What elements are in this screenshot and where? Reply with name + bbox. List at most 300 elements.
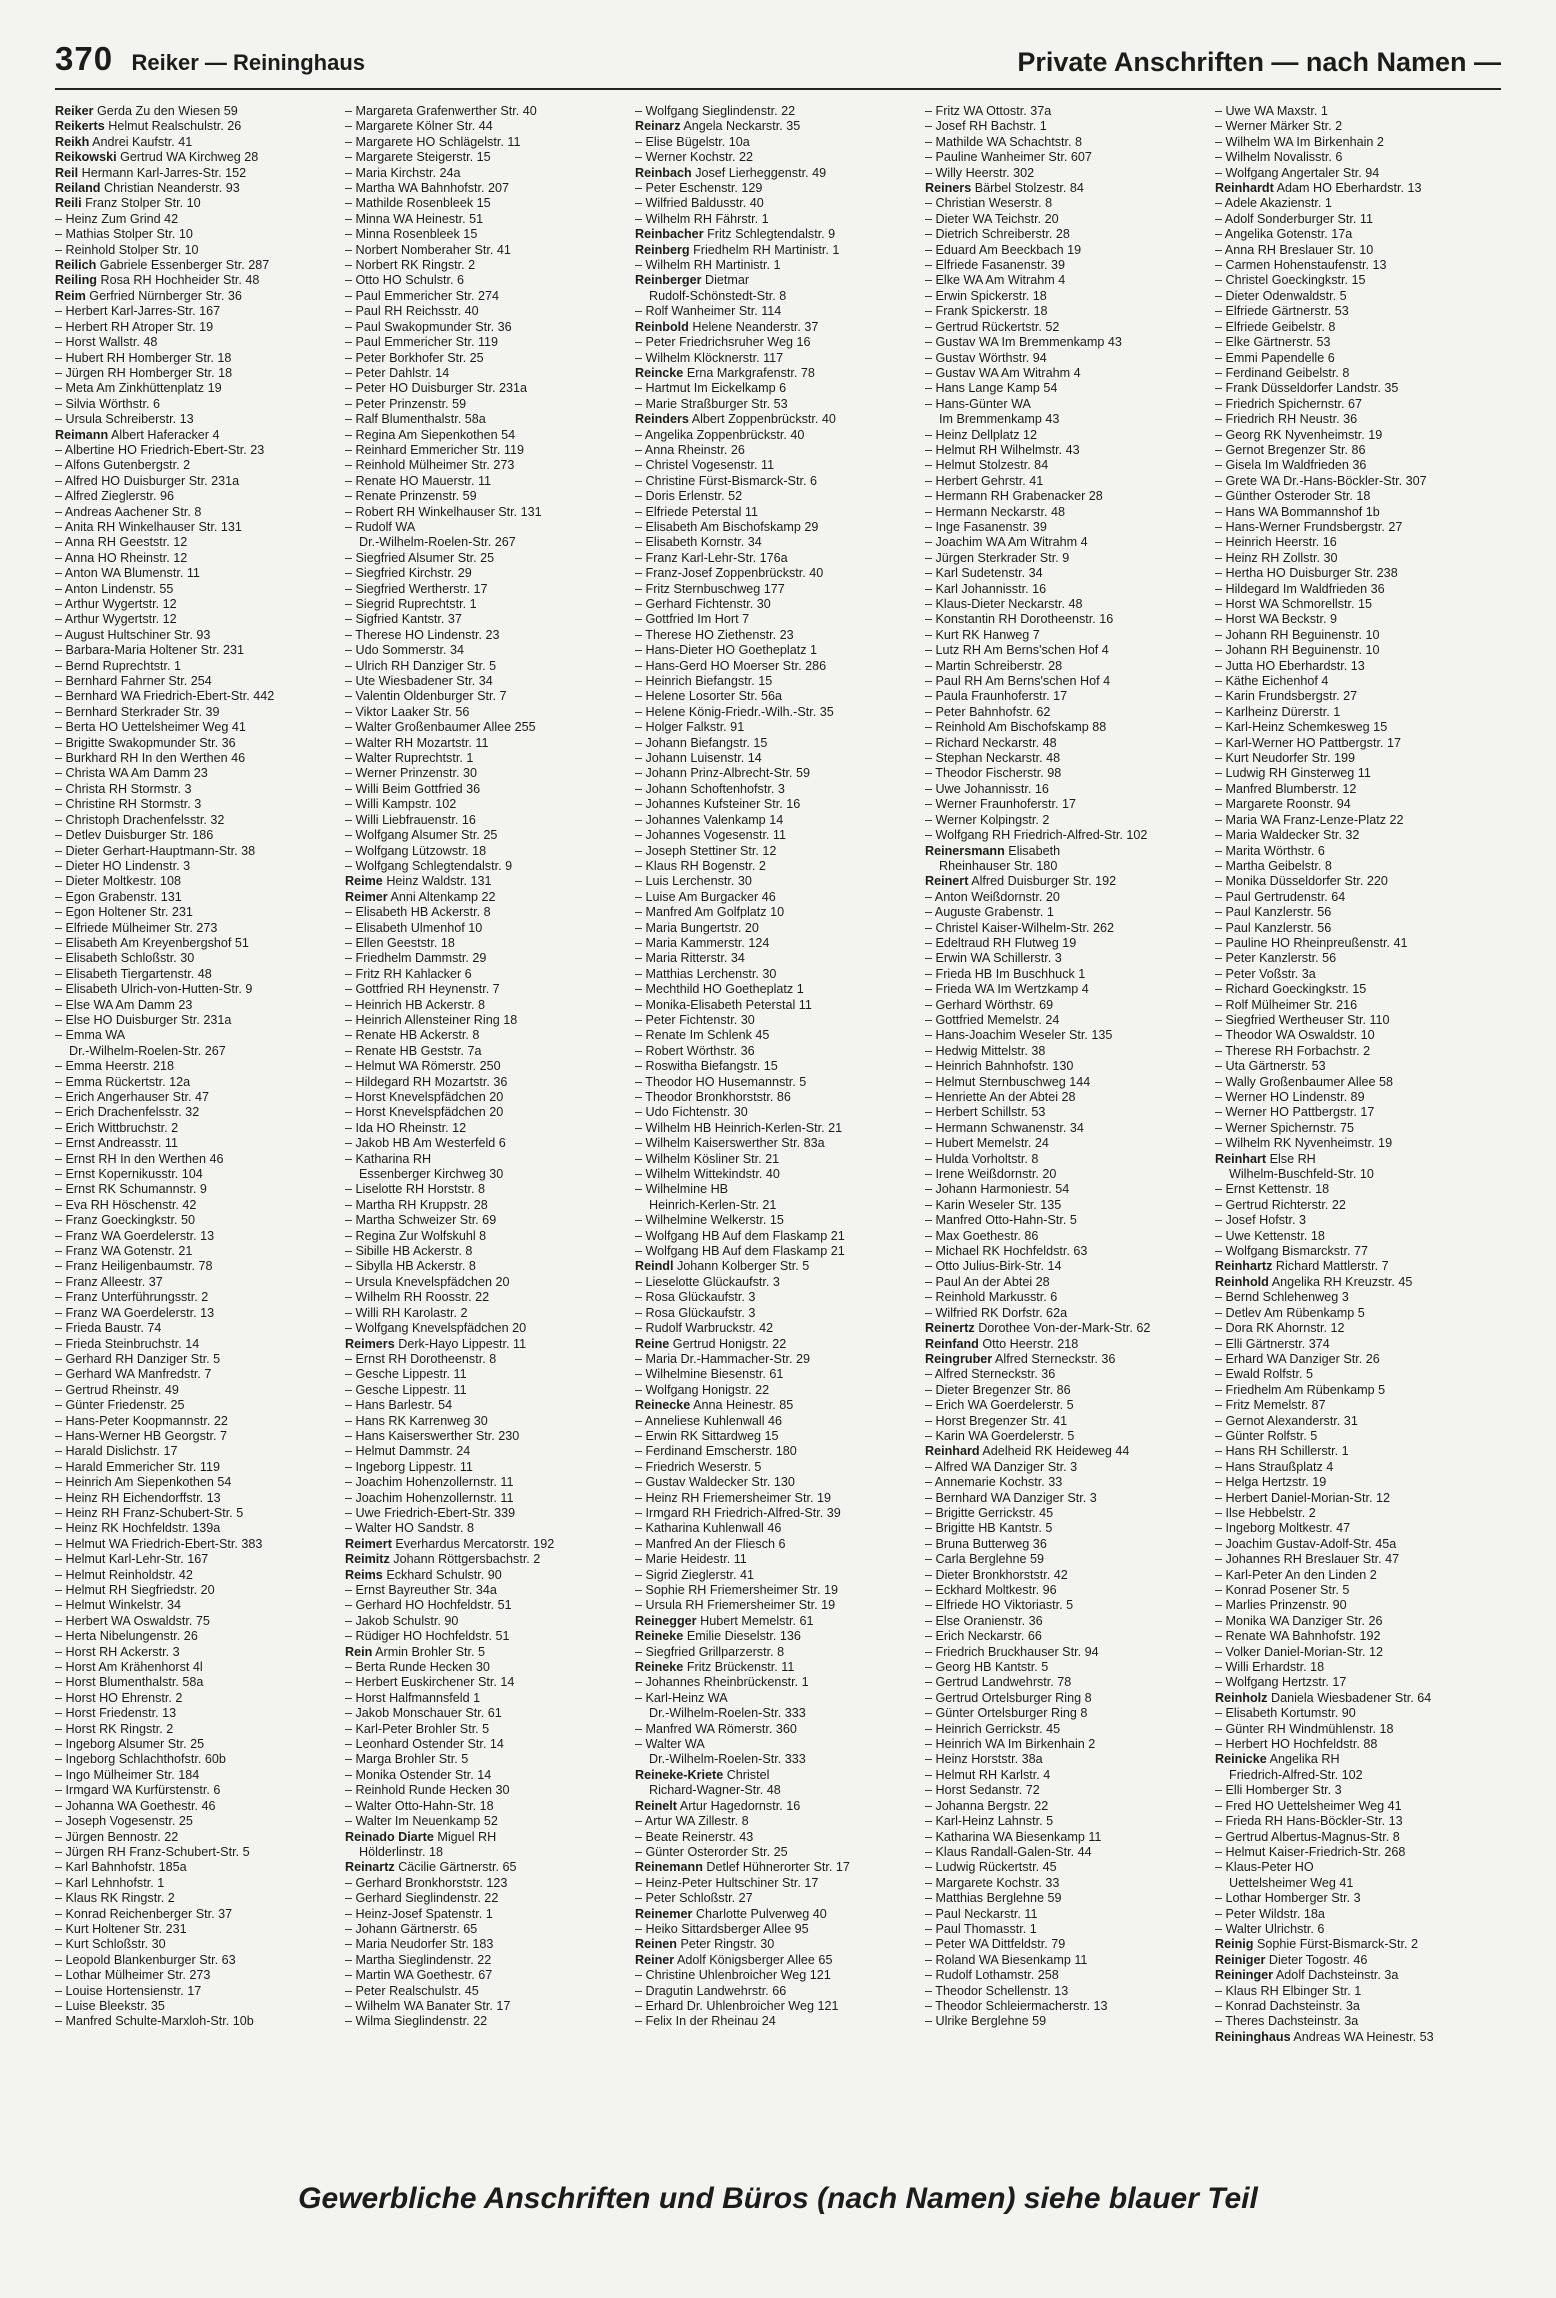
surname-heading: Reinecke bbox=[635, 1398, 691, 1413]
entry-text: – Kurt Schloßstr. 30 bbox=[55, 1937, 166, 1952]
entry-text: – Mathilde WA Schachtstr. 8 bbox=[925, 134, 1083, 149]
entry-text: Fritz Schlegtendalstr. 9 bbox=[707, 227, 836, 242]
entry-text: – Hans RH Schillerstr. 1 bbox=[1215, 1444, 1349, 1459]
listing-entry bbox=[1215, 1491, 1501, 1506]
surname-entry bbox=[55, 150, 341, 165]
listing-entry bbox=[345, 1429, 631, 1444]
name-range: Reiker — Reininghaus bbox=[131, 50, 366, 75]
entry-text: – Theodor HO Husemannstr. 5 bbox=[635, 1074, 807, 1089]
listing-entry bbox=[345, 196, 631, 211]
entry-text: – Karl Lehnhofstr. 1 bbox=[55, 1875, 165, 1890]
listing-entry bbox=[635, 520, 921, 535]
listing-entry bbox=[1215, 890, 1501, 905]
entry-text: – Karin WA Goerdelerstr. 5 bbox=[925, 1428, 1075, 1443]
listing-entry bbox=[925, 443, 1211, 458]
entry-text: – Peter Realschulstr. 45 bbox=[345, 1983, 479, 1998]
entry-text: – Katharina RH bbox=[345, 1151, 432, 1166]
entry-text: – Werner Fraunhoferstr. 17 bbox=[925, 797, 1076, 812]
listing-entry bbox=[635, 1645, 921, 1660]
listing-entry bbox=[345, 489, 631, 504]
surname-heading: Reine bbox=[635, 1336, 670, 1351]
listing-entry bbox=[345, 320, 631, 335]
listing-entry bbox=[635, 443, 921, 458]
listing-entry bbox=[55, 1845, 341, 1860]
entry-text: – Friedrich Weserstr. 5 bbox=[635, 1459, 762, 1474]
listing-entry bbox=[635, 505, 921, 520]
listing-entry bbox=[925, 1306, 1211, 1321]
surname-entry bbox=[55, 428, 341, 443]
listing-entry bbox=[925, 1506, 1211, 1521]
listing-entry bbox=[635, 674, 921, 689]
listing-entry bbox=[345, 104, 631, 119]
entry-text: – Heinz Horststr. 38a bbox=[925, 1752, 1043, 1767]
listing-entry bbox=[635, 1552, 921, 1567]
entry-text: – Gustav Wörthstr. 94 bbox=[925, 350, 1047, 365]
entry-text: – Udo Sommerstr. 34 bbox=[345, 643, 464, 658]
listing-entry bbox=[635, 1198, 921, 1213]
entry-text: – Uta Gärtnerstr. 53 bbox=[1215, 1059, 1326, 1074]
listing-entry bbox=[1215, 135, 1501, 150]
entry-text: – Erich Wittbruchstr. 2 bbox=[55, 1120, 179, 1135]
entry-text: – Martha WA Bahnhofstr. 207 bbox=[345, 181, 510, 196]
entry-text: Rudolf-Schönstedt-Str. 8 bbox=[649, 288, 787, 303]
entry-text: – Martha Schweizer Str. 69 bbox=[345, 1213, 497, 1228]
entry-text: – Ida HO Rheinstr. 12 bbox=[345, 1120, 467, 1135]
entry-text: – Robert Wörthstr. 36 bbox=[635, 1043, 755, 1058]
listing-entry bbox=[345, 766, 631, 781]
entry-text: – Lieselotte Glückaufstr. 3 bbox=[635, 1274, 780, 1289]
listing-entry bbox=[635, 874, 921, 889]
entry-text: – Herbert Karl-Jarres-Str. 167 bbox=[55, 304, 221, 319]
entry-text: – Gerhard HO Hochfeldstr. 51 bbox=[345, 1598, 512, 1613]
entry-text: – Horst Wallstr. 48 bbox=[55, 335, 158, 350]
listing-entry bbox=[925, 489, 1211, 504]
entry-text: – Inge Fasanenstr. 39 bbox=[925, 519, 1047, 534]
listing-entry bbox=[55, 1583, 341, 1598]
listing-entry bbox=[1215, 1398, 1501, 1413]
entry-text: – Theodor Schleiermacherstr. 13 bbox=[925, 1998, 1108, 2013]
surname-heading: Reil bbox=[55, 165, 79, 180]
entry-text: – Matthias Lerchenstr. 30 bbox=[635, 966, 777, 981]
entry-text: – Berta Runde Hecken 30 bbox=[345, 1660, 490, 1675]
entry-text: – Felix In der Rheinau 24 bbox=[635, 2014, 776, 2029]
entry-text: – Marie Heidestr. 11 bbox=[635, 1552, 747, 1567]
listing-entry bbox=[345, 628, 631, 643]
entry-text: – Beate Reinerstr. 43 bbox=[635, 1829, 754, 1844]
entry-text: – Katharina Kuhlenwall 46 bbox=[635, 1521, 782, 1536]
listing-entry bbox=[925, 1290, 1211, 1305]
listing-entry bbox=[925, 1568, 1211, 1583]
listing-entry bbox=[1215, 998, 1501, 1013]
listing-entry bbox=[635, 381, 921, 396]
listing-entry bbox=[925, 1475, 1211, 1490]
entry-text: Bärbel Stolzestr. 84 bbox=[974, 181, 1084, 196]
entry-text: – Theodor Bronkhorststr. 86 bbox=[635, 1090, 791, 1104]
entry-text: – Carmen Hohenstaufenstr. 13 bbox=[1215, 258, 1387, 273]
listing-entry bbox=[345, 397, 631, 412]
listing-entry bbox=[635, 535, 921, 550]
listing-entry bbox=[345, 859, 631, 874]
entry-text: – Paul Swakopmunder Str. 36 bbox=[345, 319, 512, 334]
listing-entry bbox=[1215, 1198, 1501, 1213]
entry-text: – Walter Großenbaumer Allee 255 bbox=[345, 720, 536, 735]
listing-entry bbox=[925, 1090, 1211, 1105]
entry-text: – Wolfgang Knevelspfädchen 20 bbox=[345, 1321, 527, 1336]
entry-text: – Siegfried Alsumer Str. 25 bbox=[345, 550, 495, 565]
listing-entry bbox=[635, 1568, 921, 1583]
entry-text: – Elfriede Peterstal 11 bbox=[635, 504, 758, 519]
entry-text: – Emma Rückertstr. 12a bbox=[55, 1074, 191, 1089]
listing-entry bbox=[1215, 1475, 1501, 1490]
entry-text: – Friedrich Bruckhauser Str. 94 bbox=[925, 1644, 1099, 1659]
entry-text: – Jutta HO Eberhardstr. 13 bbox=[1215, 658, 1365, 673]
entry-text: – Fritz WA Ottostr. 37a bbox=[925, 104, 1052, 118]
entry-text: – Franz Unterführungsstr. 2 bbox=[55, 1290, 209, 1305]
entry-text: Gerda Zu den Wiesen 59 bbox=[97, 104, 238, 118]
surname-heading: Reili bbox=[55, 196, 82, 211]
listing-entry bbox=[55, 1244, 341, 1259]
entry-text: – Friedhelm Dammstr. 29 bbox=[345, 951, 487, 966]
entry-text: – Jürgen Bennostr. 22 bbox=[55, 1829, 179, 1844]
entry-text: – Wolfgang Schlegtendalstr. 9 bbox=[345, 858, 513, 873]
listing-entry bbox=[925, 273, 1211, 288]
listing-entry bbox=[1215, 1028, 1501, 1043]
entry-text: – Arthur Wygertstr. 12 bbox=[55, 597, 177, 611]
listing-entry bbox=[345, 243, 631, 258]
entry-text: – Hans-Werner Frundsbergstr. 27 bbox=[1215, 519, 1403, 534]
entry-text: Alfred Sterneckstr. 36 bbox=[995, 1351, 1116, 1366]
entry-text: – Wilfried Baldusstr. 40 bbox=[635, 196, 764, 211]
surname-heading: Reinhart bbox=[1215, 1151, 1267, 1166]
listing-entry bbox=[635, 813, 921, 828]
listing-entry bbox=[925, 1953, 1211, 1968]
listing-entry bbox=[345, 1244, 631, 1259]
listing-entry bbox=[55, 1907, 341, 1922]
surname-heading: Reinberg bbox=[635, 242, 690, 257]
entry-text: – Paul Emmericher Str. 119 bbox=[345, 335, 499, 350]
entry-text: – Heinrich Biefangstr. 15 bbox=[635, 674, 773, 689]
entry-text: – Liselotte RH Horststr. 8 bbox=[345, 1182, 485, 1197]
entry-text: – Anita RH Winkelhauser Str. 131 bbox=[55, 519, 242, 534]
entry-text: – Willy Heerstr. 302 bbox=[925, 165, 1035, 180]
listing-entry bbox=[55, 304, 341, 319]
entry-text: – Maria Neudorfer Str. 183 bbox=[345, 1937, 494, 1952]
listing-entry bbox=[55, 551, 341, 566]
listing-entry bbox=[635, 659, 921, 674]
listing-entry bbox=[1215, 1444, 1501, 1459]
listing-entry bbox=[345, 797, 631, 812]
listing-entry bbox=[1215, 289, 1501, 304]
entry-text: – Gustav WA Am Witrahm 4 bbox=[925, 365, 1081, 380]
listing-entry bbox=[1215, 1768, 1501, 1783]
listing-entry bbox=[635, 1922, 921, 1937]
entry-text: Artur Hagedornstr. 16 bbox=[679, 1798, 801, 1813]
entry-text: – Reinhold Mülheimer Str. 273 bbox=[345, 458, 515, 473]
entry-text: – Rolf Mülheimer Str. 216 bbox=[1215, 997, 1358, 1012]
listing-entry bbox=[635, 720, 921, 735]
entry-text: – Joseph Vogesenstr. 25 bbox=[55, 1814, 193, 1829]
listing-entry bbox=[55, 1953, 341, 1968]
listing-entry bbox=[345, 1182, 631, 1197]
entry-text: – Valentin Oldenburger Str. 7 bbox=[345, 689, 507, 704]
entry-text: – Helmut WA Friedrich-Ebert-Str. 383 bbox=[55, 1536, 263, 1551]
section-title: Private Anschriften — nach Namen — bbox=[1017, 47, 1501, 77]
entry-text: – Willi Beim Gottfried 36 bbox=[345, 781, 481, 796]
entry-text: – Hans Kaiserswerther Str. 230 bbox=[345, 1428, 520, 1443]
entry-text: – Therese HO Ziethenstr. 23 bbox=[635, 627, 794, 642]
entry-text: – Christoph Drachenfelsstr. 32 bbox=[55, 812, 225, 827]
listing-entry bbox=[1215, 104, 1501, 119]
entry-text: Daniela Wiesbadener Str. 64 bbox=[1270, 1690, 1432, 1705]
listing-entry bbox=[635, 582, 921, 597]
surname-entry bbox=[1215, 1259, 1501, 1274]
entry-text: Derk-Hayo Lippestr. 11 bbox=[398, 1336, 527, 1351]
listing-entry bbox=[925, 1660, 1211, 1675]
entry-text: – Anna RH Breslauer Str. 10 bbox=[1215, 242, 1374, 257]
listing-entry bbox=[345, 597, 631, 612]
listing-entry bbox=[1215, 1075, 1501, 1090]
listing-entry bbox=[1215, 1537, 1501, 1552]
entry-text: – Christa RH Stormstr. 3 bbox=[55, 781, 192, 796]
entry-text: – Manfred Am Golfplatz 10 bbox=[635, 905, 785, 920]
entry-text: – Roland WA Biesenkamp 11 bbox=[925, 1952, 1088, 1967]
listing-entry bbox=[55, 859, 341, 874]
entry-text: – Gesche Lippestr. 11 bbox=[345, 1382, 467, 1397]
surname-entry bbox=[925, 844, 1211, 859]
entry-text: – Joachim Hohenzollernstr. 11 bbox=[345, 1475, 514, 1490]
listing-entry bbox=[635, 1275, 921, 1290]
listing-entry bbox=[55, 1290, 341, 1305]
entry-text: – Günter Friedenstr. 25 bbox=[55, 1398, 185, 1413]
listing-entry bbox=[55, 828, 341, 843]
surname-heading: Reineke bbox=[635, 1660, 684, 1675]
listing-entry bbox=[55, 1352, 341, 1367]
surname-heading: Reineke-Kriete bbox=[635, 1767, 724, 1782]
entry-text: – Franz WA Goerdelerstr. 13 bbox=[55, 1305, 215, 1320]
listing-entry bbox=[1215, 828, 1501, 843]
surname-entry bbox=[925, 1337, 1211, 1352]
entry-text: – Elfriede Gärtnerstr. 53 bbox=[1215, 304, 1349, 319]
entry-text: – Walter Otto-Hahn-Str. 18 bbox=[345, 1798, 494, 1813]
listing-entry bbox=[55, 335, 341, 350]
listing-entry bbox=[925, 720, 1211, 735]
entry-text: – Hans-Joachim Weseler Str. 135 bbox=[925, 1028, 1113, 1043]
listing-entry bbox=[55, 951, 341, 966]
entry-text: – Wolfgang Angertaler Str. 94 bbox=[1215, 165, 1380, 180]
surname-heading: Reinholz bbox=[1215, 1690, 1268, 1705]
surname-entry bbox=[1215, 181, 1501, 196]
listing-entry bbox=[345, 582, 631, 597]
entry-text: – Brigitte Swakopmunder Str. 36 bbox=[55, 735, 236, 750]
listing-entry bbox=[635, 1152, 921, 1167]
entry-text: – Maria Kammerstr. 124 bbox=[635, 935, 770, 950]
listing-entry bbox=[925, 1645, 1211, 1660]
surname-heading: Reinicke bbox=[1215, 1752, 1267, 1767]
entry-text: – Gertrud Ortelsburger Ring 8 bbox=[925, 1690, 1092, 1705]
listing-entry bbox=[55, 505, 341, 520]
listing-entry bbox=[925, 381, 1211, 396]
listing-entry bbox=[345, 166, 631, 181]
surname-entry bbox=[635, 1799, 921, 1814]
entry-text: Angelika RH bbox=[1269, 1752, 1340, 1767]
entry-text: – Irene Weißdornstr. 20 bbox=[925, 1167, 1057, 1182]
listing-entry bbox=[345, 659, 631, 674]
entry-text: – Bernhard Fahrner Str. 254 bbox=[55, 674, 212, 689]
listing-entry bbox=[345, 458, 631, 473]
entry-text: – Margarete HO Schlägelstr. 11 bbox=[345, 134, 521, 149]
surname-heading: Reinhardt bbox=[1215, 181, 1274, 196]
surname-entry bbox=[1215, 1968, 1501, 1983]
entry-text: – Dietrich Schreiberstr. 28 bbox=[925, 227, 1070, 242]
listing-entry bbox=[1215, 1737, 1501, 1752]
entry-text: – Ludwig Rückertstr. 45 bbox=[925, 1860, 1057, 1875]
listing-entry bbox=[345, 566, 631, 581]
entry-text: – Holger Falkstr. 91 bbox=[635, 720, 745, 735]
listing-entry bbox=[925, 1398, 1211, 1413]
listing-entry bbox=[635, 1028, 921, 1043]
listing-entry bbox=[925, 196, 1211, 211]
listing-entry bbox=[55, 1783, 341, 1798]
listing-entry bbox=[635, 1229, 921, 1244]
entry-text: – Marga Brohler Str. 5 bbox=[345, 1752, 469, 1767]
entry-text: Andrei Kaufstr. 41 bbox=[92, 134, 193, 149]
listing-entry bbox=[55, 782, 341, 797]
entry-text: – Christine Uhlenbroicher Weg 121 bbox=[635, 1968, 831, 1983]
listing-entry bbox=[635, 1105, 921, 1120]
entry-text: – Elisabeth Kornstr. 34 bbox=[635, 535, 762, 550]
listing-entry bbox=[925, 1860, 1211, 1875]
surname-heading: Reinbach bbox=[635, 165, 692, 180]
surname-entry bbox=[635, 1337, 921, 1352]
listing-entry bbox=[1215, 1105, 1501, 1120]
listing-entry bbox=[345, 1675, 631, 1690]
entry-text: – Alfons Gutenbergstr. 2 bbox=[55, 458, 191, 473]
entry-text: – Peter WA Dittfeldstr. 79 bbox=[925, 1937, 1066, 1952]
listing-entry bbox=[345, 828, 631, 843]
listing-entry bbox=[55, 1275, 341, 1290]
entry-text: – Johannes Vogesenstr. 11 bbox=[635, 828, 787, 843]
entry-text: – Maria Waldecker Str. 32 bbox=[1215, 828, 1360, 843]
listing-entry bbox=[1215, 1306, 1501, 1321]
listing-entry bbox=[925, 351, 1211, 366]
entry-text: – Luise Bleekstr. 35 bbox=[55, 1998, 165, 2013]
surname-entry bbox=[635, 1953, 921, 1968]
surname-heading: Reindl bbox=[635, 1259, 674, 1274]
entry-text: – Manfred Blumberstr. 12 bbox=[1215, 781, 1357, 796]
entry-text: – Johann Prinz-Albrecht-Str. 59 bbox=[635, 766, 811, 781]
entry-text: – Hans-Gerd HO Moerser Str. 286 bbox=[635, 658, 827, 673]
entry-text: Detlef Hühnerorter Str. 17 bbox=[706, 1860, 850, 1875]
listing-entry bbox=[635, 1752, 921, 1767]
surname-entry bbox=[1215, 1953, 1501, 1968]
entry-text: – Margareta Grafenwerther Str. 40 bbox=[345, 104, 537, 118]
listing-entry bbox=[635, 736, 921, 751]
surname-heading: Reinberger bbox=[635, 273, 702, 288]
listing-entry bbox=[1215, 1429, 1501, 1444]
listing-entry bbox=[1215, 736, 1501, 751]
listing-entry bbox=[55, 397, 341, 412]
listing-entry bbox=[55, 751, 341, 766]
entry-text: – Luise Am Burgacker 46 bbox=[635, 889, 776, 904]
listing-entry bbox=[345, 936, 631, 951]
surname-entry bbox=[345, 1860, 631, 1875]
entry-text: – Joachim Hohenzollernstr. 11 bbox=[345, 1490, 514, 1505]
entry-text: – Dragutin Landwehrstr. 66 bbox=[635, 1983, 787, 1998]
entry-text: – Ernst RH In den Werthen 46 bbox=[55, 1151, 224, 1166]
listing-entry bbox=[635, 1537, 921, 1552]
listing-entry bbox=[925, 1152, 1211, 1167]
entry-text: Dr.-Wilhelm-Roelen-Str. 267 bbox=[69, 1043, 226, 1058]
listing-entry bbox=[925, 1229, 1211, 1244]
listing-entry bbox=[635, 689, 921, 704]
listing-entry bbox=[925, 597, 1211, 612]
entry-text: – Elfriede Geibelstr. 8 bbox=[1215, 319, 1336, 334]
entry-text: – Hans RK Karrenweg 30 bbox=[345, 1413, 488, 1428]
listing-entry bbox=[55, 1768, 341, 1783]
entry-text: – Bernhard Sterkrader Str. 39 bbox=[55, 704, 220, 719]
entry-text: – Konrad Dachsteinstr. 3a bbox=[1215, 1998, 1360, 2013]
listing-entry bbox=[925, 1414, 1211, 1429]
listing-entry bbox=[635, 289, 921, 304]
entry-text: Adam HO Eberhardstr. 13 bbox=[1276, 181, 1422, 196]
entry-text: – Richard Goeckingkstr. 15 bbox=[1215, 982, 1367, 997]
listing-entry bbox=[635, 1444, 921, 1459]
listing-entry bbox=[345, 1845, 631, 1860]
entry-text: – Karlheinz Dürerstr. 1 bbox=[1215, 704, 1341, 719]
entry-text: – Klaus Randall-Galen-Str. 44 bbox=[925, 1844, 1092, 1859]
surname-entry bbox=[1215, 1937, 1501, 1952]
surname-heading: Reikerts bbox=[55, 119, 105, 134]
listing-entry bbox=[1215, 381, 1501, 396]
entry-text: – Marlies Prinzenstr. 90 bbox=[1215, 1598, 1347, 1613]
listing-entry bbox=[1215, 166, 1501, 181]
entry-text: – Hildegard RH Mozartstr. 36 bbox=[345, 1074, 508, 1089]
entry-text: – Sibille HB Ackerstr. 8 bbox=[345, 1244, 473, 1259]
entry-text: – Norbert RK Ringstr. 2 bbox=[345, 258, 476, 273]
entry-text: Heinrich-Kerlen-Str. 21 bbox=[649, 1197, 777, 1212]
entry-text: Hermann Karl-Jarres-Str. 152 bbox=[81, 165, 247, 180]
entry-text: – Paul Neckarstr. 11 bbox=[925, 1906, 1038, 1921]
entry-text: – Renate Prinzenstr. 59 bbox=[345, 489, 477, 504]
entry-text: – Rolf Wanheimer Str. 114 bbox=[635, 304, 782, 319]
listing-entry bbox=[925, 612, 1211, 627]
listing-entry bbox=[925, 1799, 1211, 1814]
entry-text: – Christel Kaiser-Wilhelm-Str. 262 bbox=[925, 920, 1114, 935]
listing-entry bbox=[55, 1937, 341, 1952]
entry-text: – Harald Dislichstr. 17 bbox=[55, 1444, 178, 1459]
entry-text: – Walter WA bbox=[635, 1737, 705, 1752]
entry-text: – Pauline HO Rheinpreußenstr. 41 bbox=[1215, 935, 1408, 950]
entry-text: – Herbert Gehrstr. 41 bbox=[925, 473, 1044, 488]
entry-text: – Werner Märker Str. 2 bbox=[1215, 119, 1343, 134]
entry-text: – Wilhelm Wittekindstr. 40 bbox=[635, 1167, 780, 1182]
listing-entry bbox=[925, 1537, 1211, 1552]
surname-heading: Reiner bbox=[635, 1952, 675, 1967]
listing-entry bbox=[345, 181, 631, 196]
entry-text: – Erich Neckarstr. 66 bbox=[925, 1629, 1042, 1644]
entry-text: – Meta Am Zinkhüttenplatz 19 bbox=[55, 381, 222, 396]
surname-entry bbox=[345, 874, 631, 889]
entry-text: – Artur WA Zillestr. 8 bbox=[635, 1814, 749, 1829]
listing-entry bbox=[925, 458, 1211, 473]
entry-text: – Werner HO Pattbergstr. 17 bbox=[1215, 1105, 1375, 1120]
listing-entry bbox=[345, 1275, 631, 1290]
entry-text: Albert Haferacker 4 bbox=[111, 427, 220, 442]
surname-heading: Reilich bbox=[55, 258, 97, 273]
entry-text: – Dieter Bronkhorststr. 42 bbox=[925, 1567, 1068, 1582]
surname-heading: Reineke bbox=[635, 1629, 684, 1644]
entry-text: – Herbert Schillstr. 53 bbox=[925, 1105, 1046, 1120]
